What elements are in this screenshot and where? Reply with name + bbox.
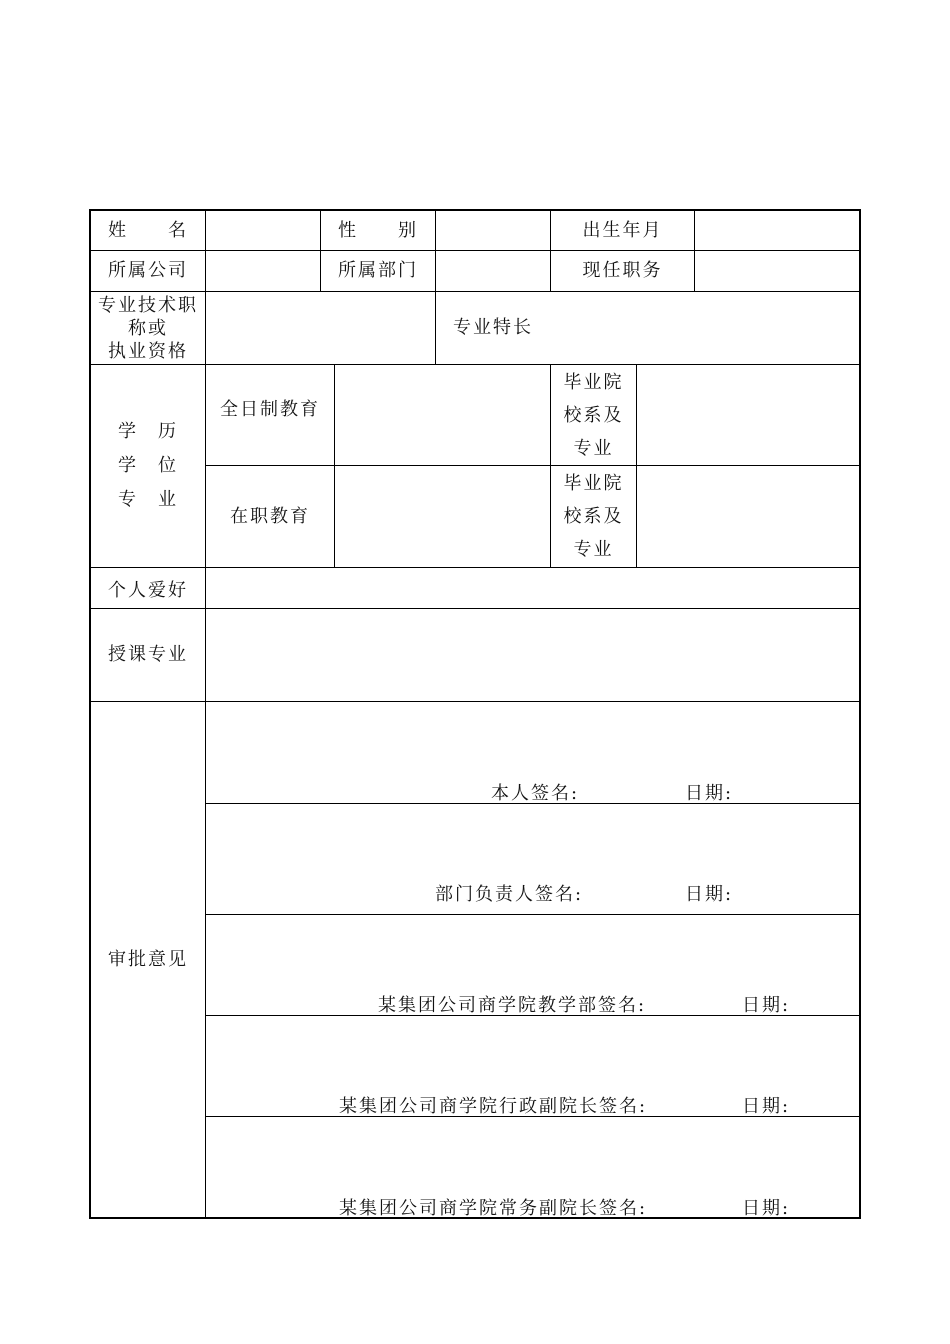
admin-vice-dean-date-label: 日期: (742, 1096, 791, 1117)
school-label-line: 专业 (573, 539, 614, 560)
inservice-education-label: 在职教育 (230, 505, 310, 527)
education-group-label-line: 学 位 (118, 455, 178, 476)
self-date-label: 日期: (685, 783, 734, 804)
company-label: 所属公司 (108, 260, 188, 281)
dept-head-date-label: 日期: (685, 884, 734, 905)
specialty-field[interactable] (551, 292, 859, 364)
school-label-line: 毕业院 (563, 371, 624, 393)
application-form-table (89, 209, 861, 1219)
exec-vice-dean-date-label: 日期: (742, 1198, 791, 1219)
professional-title-label-line: 称或 (128, 317, 168, 339)
professional-title-label-line: 专业技术职 (98, 294, 198, 316)
teaching-field[interactable] (206, 609, 859, 701)
teaching-dept-date-label: 日期: (742, 995, 791, 1016)
fulltime-education-label: 全日制教育 (220, 399, 320, 420)
name-field[interactable] (206, 211, 320, 250)
hobby-field[interactable] (206, 568, 859, 608)
education-group-label (91, 365, 205, 567)
dept-label: 所属部门 (338, 260, 418, 281)
teaching-label: 授课专业 (108, 644, 188, 665)
approval-label: 审批意见 (108, 948, 188, 970)
row-divider (91, 701, 859, 702)
self-signature-label: 本人签名: (491, 783, 580, 804)
position-label: 现任职务 (582, 260, 663, 281)
school-label-line: 校系及 (563, 506, 624, 527)
dept-head-signature-label: 部门负责人签名: (435, 884, 584, 905)
inservice-education-field[interactable] (335, 466, 550, 567)
dept-field[interactable] (436, 251, 550, 291)
fulltime-school-field[interactable] (637, 365, 859, 465)
admin-vice-dean-signature-label: 某集团公司商学院行政副院长签名: (339, 1096, 648, 1117)
inservice-school-field[interactable] (637, 466, 859, 567)
gender-label: 性 别 (338, 219, 418, 241)
specialty-label: 专业特长 (453, 317, 533, 338)
fulltime-school-label (551, 365, 636, 465)
professional-title-label-line: 执业资格 (108, 340, 188, 362)
row-divider (205, 914, 859, 915)
hobby-label: 个人爱好 (108, 580, 188, 601)
teaching-dept-signature-label: 某集团公司商学院教学部签名: (378, 995, 647, 1016)
inservice-school-label (551, 466, 636, 567)
professional-title-field[interactable] (206, 292, 435, 364)
professional-title-label (91, 292, 205, 364)
name-label: 姓 名 (108, 219, 188, 241)
gender-field[interactable] (436, 211, 550, 250)
birth-field[interactable] (695, 211, 859, 250)
position-field[interactable] (695, 251, 859, 291)
school-label-line: 专业 (573, 437, 614, 459)
education-group-label-line: 专 业 (118, 489, 178, 510)
school-label-line: 校系及 (563, 404, 624, 426)
education-group-label-line: 学 历 (118, 421, 178, 442)
company-field[interactable] (206, 251, 320, 291)
exec-vice-dean-signature-label: 某集团公司商学院常务副院长签名: (339, 1198, 648, 1219)
school-label-line: 毕业院 (563, 473, 624, 494)
fulltime-education-field[interactable] (335, 365, 550, 465)
birth-label: 出生年月 (582, 219, 663, 241)
